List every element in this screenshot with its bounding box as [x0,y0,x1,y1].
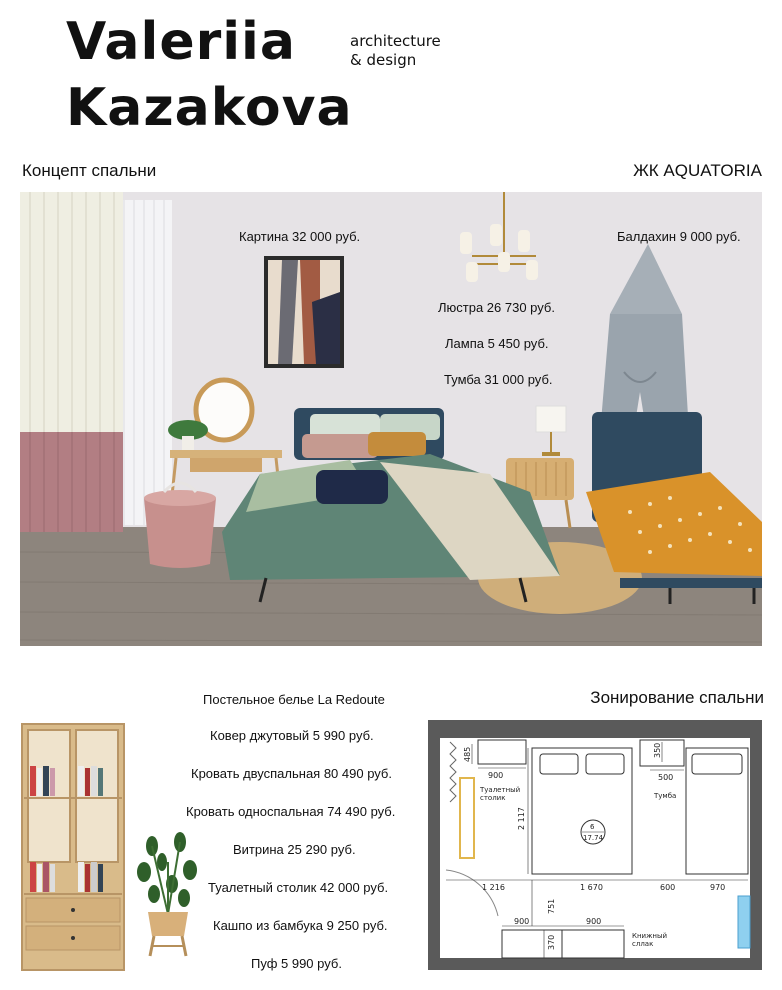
label-nightstand: Тумба [654,792,677,800]
list-item: Туалетный столик 42 000 руб. [208,880,389,895]
dim-500: 500 [658,773,674,782]
dim-350: 350 [653,742,662,758]
painting [264,256,344,368]
list-item: Постельное белье La Redoute [203,692,385,707]
plan-title: Зонирование спальни [590,688,764,707]
bamboo-planter [132,832,204,960]
dim-485: 485 [463,746,472,762]
label-vanity-2: столик [480,794,506,802]
dim-900-left: 900 [514,917,530,926]
logo-subtitle-line2: & design [350,51,417,69]
list-item: Пуф 5 990 руб. [251,956,342,971]
logo-name-line2: Kazakova [66,78,353,138]
dim-900-top: 900 [488,771,504,780]
dim-2117: 2 117 [517,807,526,830]
plan-wall-left [428,720,440,970]
floor-plan [428,720,762,970]
dim-1670: 1 670 [580,883,603,892]
logo-subtitle-line1: architecture [350,32,441,50]
dim-1216: 1 216 [482,883,505,892]
plan-wall-top [428,720,762,738]
room-number: 6 [590,823,595,831]
dim-751: 751 [547,898,556,914]
label-bookcase-2: сллак [632,940,654,948]
display-cabinet [20,722,126,972]
list-item: Кашпо из бамбука 9 250 руб. [213,918,388,933]
price-nightstand: Тумба 31 000 руб. [444,372,553,387]
dim-600: 600 [660,883,676,892]
price-painting: Картина 32 000 руб. [239,229,361,244]
list-item: Ковер джутовый 5 990 руб. [210,728,374,743]
window-icon [738,896,750,948]
logo-name-line1: Valeriia [66,12,296,72]
bedroom-moodboard [20,192,762,646]
price-canopy: Балдахин 9 000 руб. [617,229,741,244]
plan-wall-bottom [428,958,762,970]
project-name: ЖК AQUATORIA [633,161,762,180]
list-item: Витрина 25 290 руб. [233,842,356,857]
dim-370: 370 [547,934,556,950]
label-bookcase-1: Книжный [632,932,668,940]
room-area: 17.74 [583,834,604,842]
plan-wall-right [750,720,762,970]
dim-900-right: 900 [586,917,602,926]
pouf [144,483,216,568]
price-lamp: Лампа 5 450 руб. [445,336,549,351]
label-vanity-1: Туалетный [480,786,521,794]
concept-title: Концепт спальни [22,161,157,180]
dim-970: 970 [710,883,726,892]
list-item: Кровать односпальная 74 490 руб. [186,804,396,819]
price-chandelier: Люстра 26 730 руб. [438,300,555,315]
list-item: Кровать двуспальная 80 490 руб. [191,766,392,781]
